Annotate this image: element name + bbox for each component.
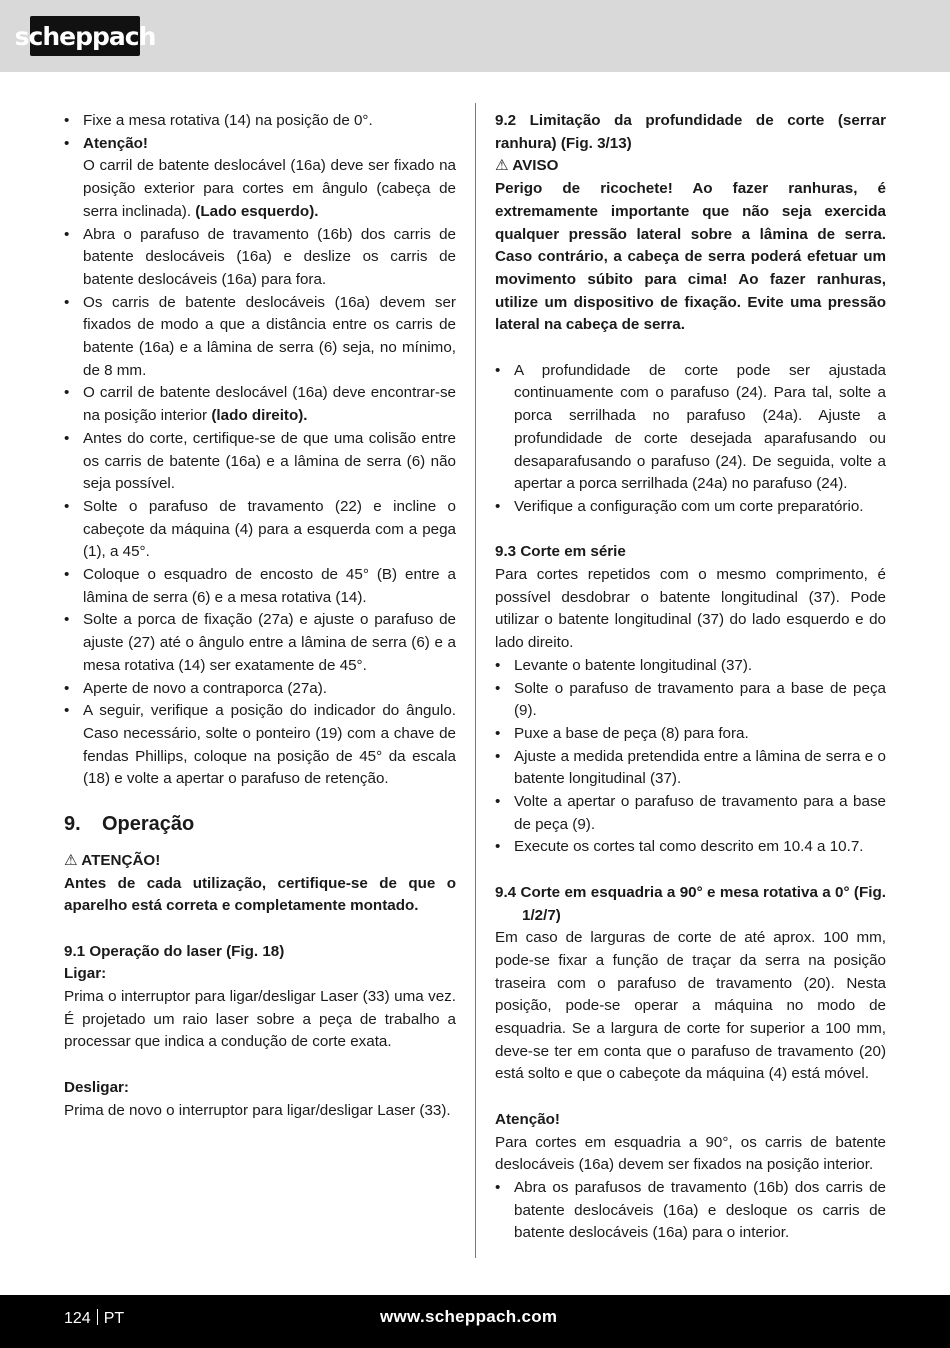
list-item: • Aperte de novo a contraporca (27a). xyxy=(64,678,456,701)
list-item: • Ajuste a medida pretendida entre a lâmina de serra e o batente longitudinal (37). xyxy=(495,746,886,791)
warning-icon: ⚠ xyxy=(495,157,509,175)
section-title: Operação xyxy=(102,813,195,836)
off-label: Desligar: xyxy=(64,1078,129,1096)
language-code: PT xyxy=(103,1310,125,1327)
list-item: • Os carris de batente deslocáveis (16a) devem ser fixados de modo a que a distância entre os carris de batente (16a) e a lâmina de serra (6) seja, no mínimo, de 8 mm. xyxy=(64,292,456,383)
warning-heading xyxy=(495,155,886,178)
list-item-bold: (Lado esquerdo). xyxy=(195,202,319,220)
page-number-value: 124 xyxy=(64,1310,91,1327)
attention-label: Atenção! xyxy=(83,134,148,152)
list-item: • Coloque o esquadro de encosto de 45° (B) entre a lâmina de serra (6) e a mesa rotativa (14). xyxy=(64,564,456,609)
list-item: • Abra os parafusos de travamento (16b) dos carris de batente deslocáveis (16a) e desloque os carris de batente deslocáveis (16a) para o interior. xyxy=(495,1177,886,1245)
brand-logo: scheppach xyxy=(30,16,140,56)
footer-bar xyxy=(0,1295,950,1348)
subsection-heading: 9.2 Limitação da profundidade de corte (serrar ranhura) (Fig. 3/13) xyxy=(495,112,886,152)
list-item: • Fixe a mesa rotativa (14) na posição de 0°. xyxy=(64,110,456,133)
column-divider xyxy=(475,103,476,1258)
list-item: • Execute os cortes tal como descrito em 10.4 a 10.7. xyxy=(495,836,886,859)
left-column xyxy=(64,110,456,1122)
attention-label: Atenção! xyxy=(495,1110,560,1128)
warning-label: AVISO xyxy=(512,157,559,175)
right-column xyxy=(495,110,886,1245)
warning-heading xyxy=(64,850,456,873)
bullet-list xyxy=(64,110,456,791)
list-item: • Levante o batente longitudinal (37). xyxy=(495,655,886,678)
list-item-text: O carril de batente deslocável (16a) deve ser fixado na posição exterior para cortes em ângulo (cabeça de serra inclinada). xyxy=(83,157,456,220)
section-heading xyxy=(64,813,456,836)
warning-text: Perigo de ricochete! Ao fazer ranhuras, é extremamente importante que não seja exercida qualquer pressão lateral sobre a lâmina de serra. Caso contrário, a cabeça de serra poderá efetuar um movimento súbito para cima! Ao fazer ranhuras, utilize um dispositivo de fixação. Evite uma pressão lateral na cabeça de serra. xyxy=(495,180,886,334)
subsection-heading: 9.3 Corte em série xyxy=(495,543,626,561)
paragraph: Para cortes repetidos com o mesmo comprimento, é possível desdobrar o batente longitudinal (37). Pode utilizar o batente longitudinal (37) do lado esquerdo e do lado direito. xyxy=(495,566,886,652)
list-item: • Solte o parafuso de travamento (22) e incline o cabeçote da máquina (4) para a esquerda com a pega (1), a 45°. xyxy=(64,496,456,564)
subsection-heading: 9.4 Corte em esquadria a 90° e mesa rotativa a 0° (Fig. 1/2/7) xyxy=(495,883,886,924)
warning-icon: ⚠ xyxy=(64,851,78,869)
list-item: • Puxe a base de peça (8) para fora. xyxy=(495,723,886,746)
off-text: Prima de novo o interruptor para ligar/desligar Laser (33). xyxy=(64,1101,451,1119)
list-item-text: O carril de batente deslocável (16a) deve encontrar-se na posição interior xyxy=(83,384,456,425)
warning-label: ATENÇÃO! xyxy=(81,851,161,869)
list-item: • Volte a apertar o parafuso de travamento para a base de peça (9). xyxy=(495,791,886,836)
list-item: • Solte o parafuso de travamento para a base de peça (9). xyxy=(495,678,886,723)
list-item: • Verifique a configuração com um corte preparatório. xyxy=(495,496,886,519)
list-item: • Antes do corte, certifique-se de que uma colisão entre os carris de batente (16a) e a lâmina de serra (6) não seja possível. xyxy=(64,428,456,496)
on-label: Ligar: xyxy=(64,965,107,983)
list-item: • Abra o parafuso de travamento (16b) dos carris de batente deslocáveis (16a) e deslize os carris de batente deslocáveis (16a) para fora. xyxy=(64,224,456,292)
list-item-bold: (lado direito). xyxy=(211,407,308,425)
warning-text: Antes de cada utilização, certifique-se de que o aparelho está correta e completamente montado. xyxy=(64,874,456,915)
bullet-list xyxy=(495,1177,886,1245)
list-item xyxy=(64,382,456,427)
list-item: • Solte a porca de fixação (27a) e ajuste o parafuso de ajuste (27) até o ângulo entre a lâmina de serra (6) e a mesa rotativa (14) ser exatamente de 45°. xyxy=(64,609,456,677)
paragraph: Para cortes em esquadria a 90°, os carris de batente deslocáveis (16a) devem ser fixados na posição interior. xyxy=(495,1133,886,1174)
header-bar xyxy=(0,0,950,72)
page-number xyxy=(64,1309,124,1328)
list-item xyxy=(64,133,456,224)
website-url: www.scheppach.com xyxy=(380,1307,558,1326)
list-item: • A profundidade de corte pode ser ajustada continuamente com o parafuso (24). Para tal, solte a porca serrilhada no parafuso (24a). Ajuste a profundidade de corte desejada aparafusando ou desaparafusando o parafuso (24). De seguida, volte a apertar a porca serrilhada (24a) no parafuso (24). xyxy=(495,360,886,496)
bullet-list xyxy=(495,655,886,859)
subsection-heading: 9.1 Operação do laser (Fig. 18) xyxy=(64,942,285,960)
bullet-list xyxy=(495,360,886,519)
paragraph: Em caso de larguras de corte de até aprox. 100 mm, pode-se fixar a função de traçar da serra na posição traseira com o parafuso de travamento (20). Nesta posição, pode-se operar a máquina no modo de esquadria. Se a largura de corte for superior a 100 mm, deve-se ter em conta que o parafuso de travamento (20) está solto e que o cabeçote da máquina (4) está móvel. xyxy=(495,929,886,1083)
on-text: Prima o interruptor para ligar/desligar Laser (33) uma vez. É projetado um raio laser sobre a peça de trabalho a processar que indica a condução de corte exata. xyxy=(64,988,456,1051)
section-number: 9. xyxy=(64,813,81,836)
list-item: • A seguir, verifique a posição do indicador do ângulo. Caso necessário, solte o ponteiro (19) com a chave de fendas Phillips, coloque na posição de 45° da escala (18) e volte a apertar o parafuso de retenção. xyxy=(64,700,456,791)
